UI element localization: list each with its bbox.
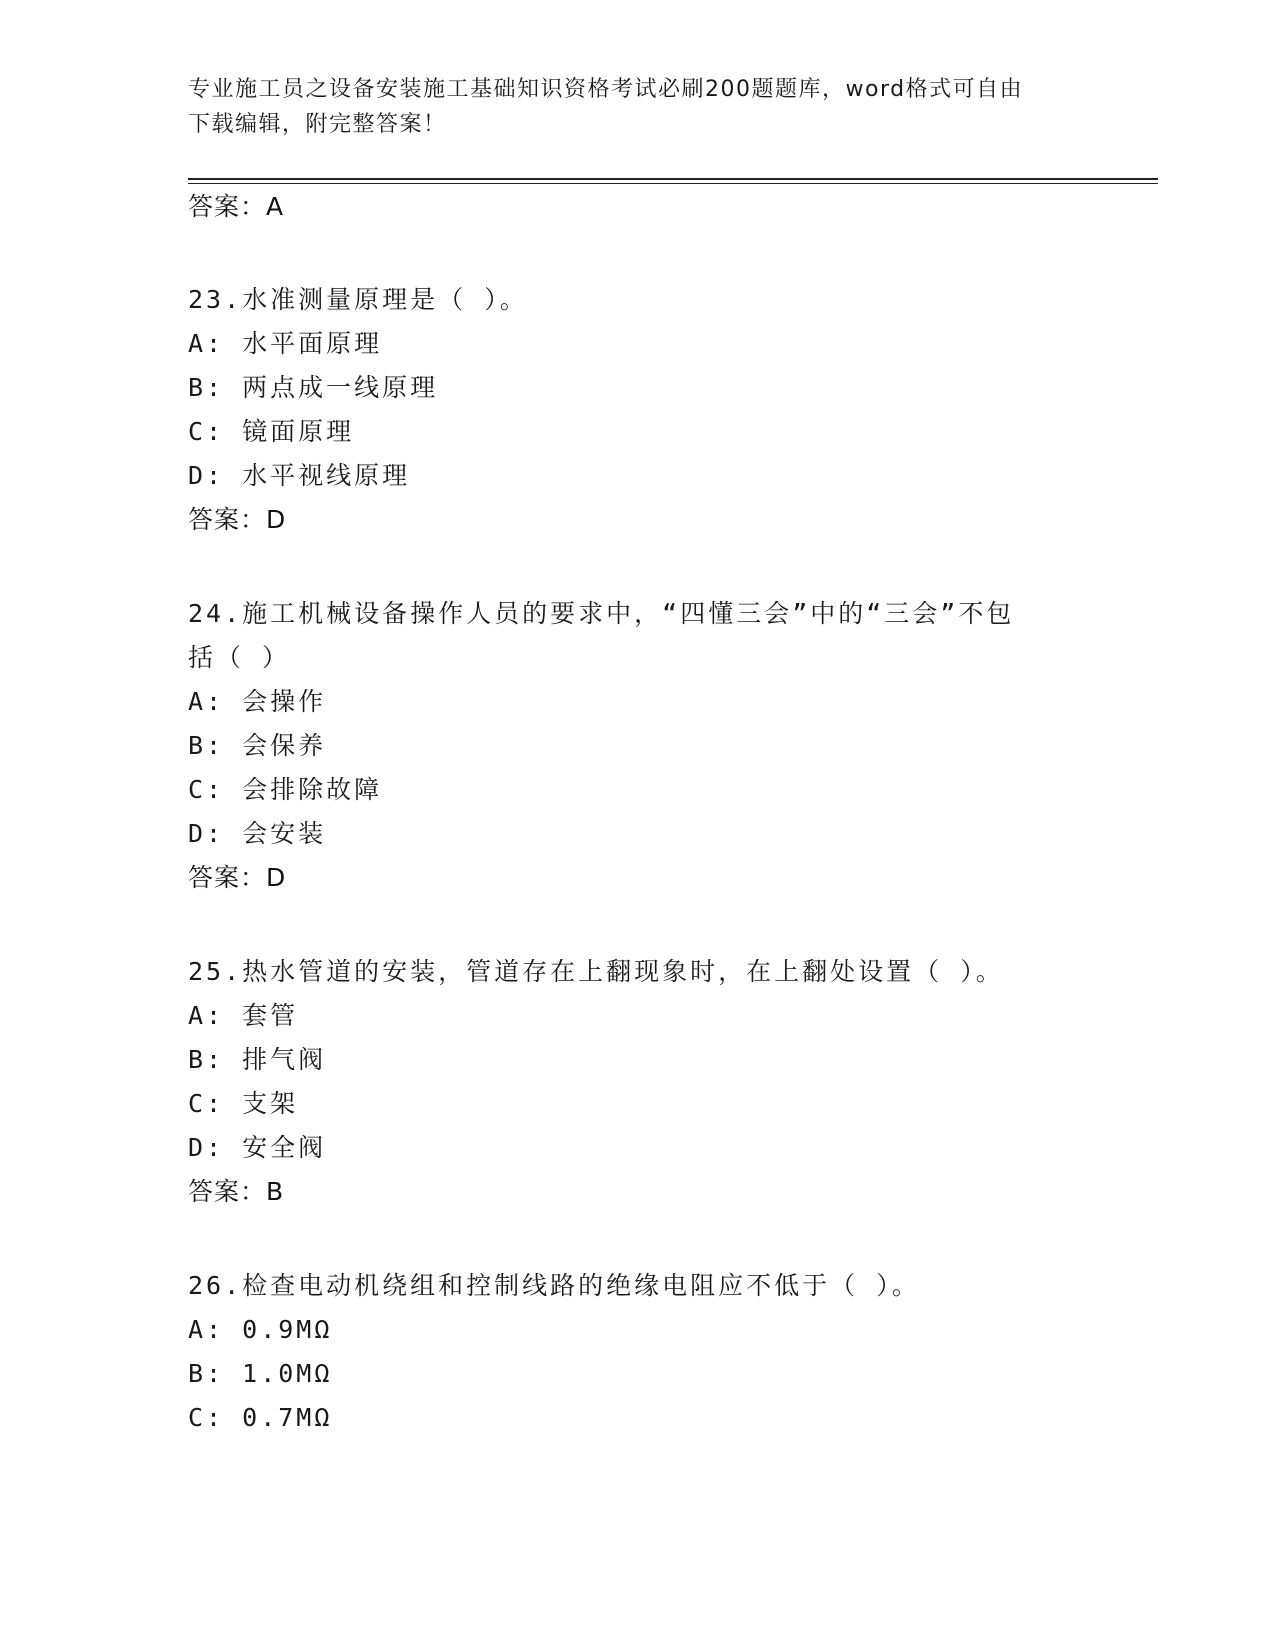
question-25-option-a: A: 套管	[188, 1001, 299, 1030]
question-24-option-c: C: 会排除故障	[188, 775, 383, 804]
question-25-stem: 25.热水管道的安装，管道存在上翻现象时，在上翻处设置（ ）。	[188, 957, 1004, 986]
question-23-option-b: B: 两点成一线原理	[188, 373, 439, 402]
header-rule-thick	[188, 178, 1158, 180]
question-23-answer: 答案：D	[188, 505, 287, 534]
header-rule-thin	[188, 183, 1158, 184]
question-24-option-a: A: 会操作	[188, 687, 327, 716]
question-24-option-d: D: 会安装	[188, 819, 327, 848]
question-26-option-a: A: 0.9MΩ	[188, 1315, 333, 1344]
question-24-stem-line-2: 括（ ）	[188, 643, 291, 672]
question-25-option-c: C: 支架	[188, 1089, 299, 1118]
question-23-option-c: C: 镜面原理	[188, 417, 355, 446]
question-23-option-a: A: 水平面原理	[188, 329, 383, 358]
question-24-answer: 答案：D	[188, 863, 287, 892]
question-23-stem: 23.水准测量原理是（ ）。	[188, 285, 528, 314]
question-26-option-c: C: 0.7MΩ	[188, 1403, 333, 1432]
header-line-1: 专业施工员之设备安装施工基础知识资格考试必刷200题题库，word格式可自由	[188, 77, 1024, 102]
question-26-stem: 26.检查电动机绕组和控制线路的绝缘电阻应不低于（ ）。	[188, 1271, 920, 1300]
question-24-stem-line-1: 24.施工机械设备操作人员的要求中，“四懂三会”中的“三会”不包	[188, 599, 1015, 628]
answer-previous: 答案：A	[188, 192, 285, 221]
question-25-answer: 答案：B	[188, 1177, 285, 1206]
question-25-option-d: D: 安全阀	[188, 1133, 327, 1162]
question-24-option-b: B: 会保养	[188, 731, 327, 760]
question-25-option-b: B: 排气阀	[188, 1045, 327, 1074]
header-line-2: 下载编辑，附完整答案！	[188, 112, 447, 137]
document-header	[188, 72, 1068, 142]
question-23-option-d: D: 水平视线原理	[188, 461, 411, 490]
question-26-option-b: B: 1.0MΩ	[188, 1359, 333, 1388]
